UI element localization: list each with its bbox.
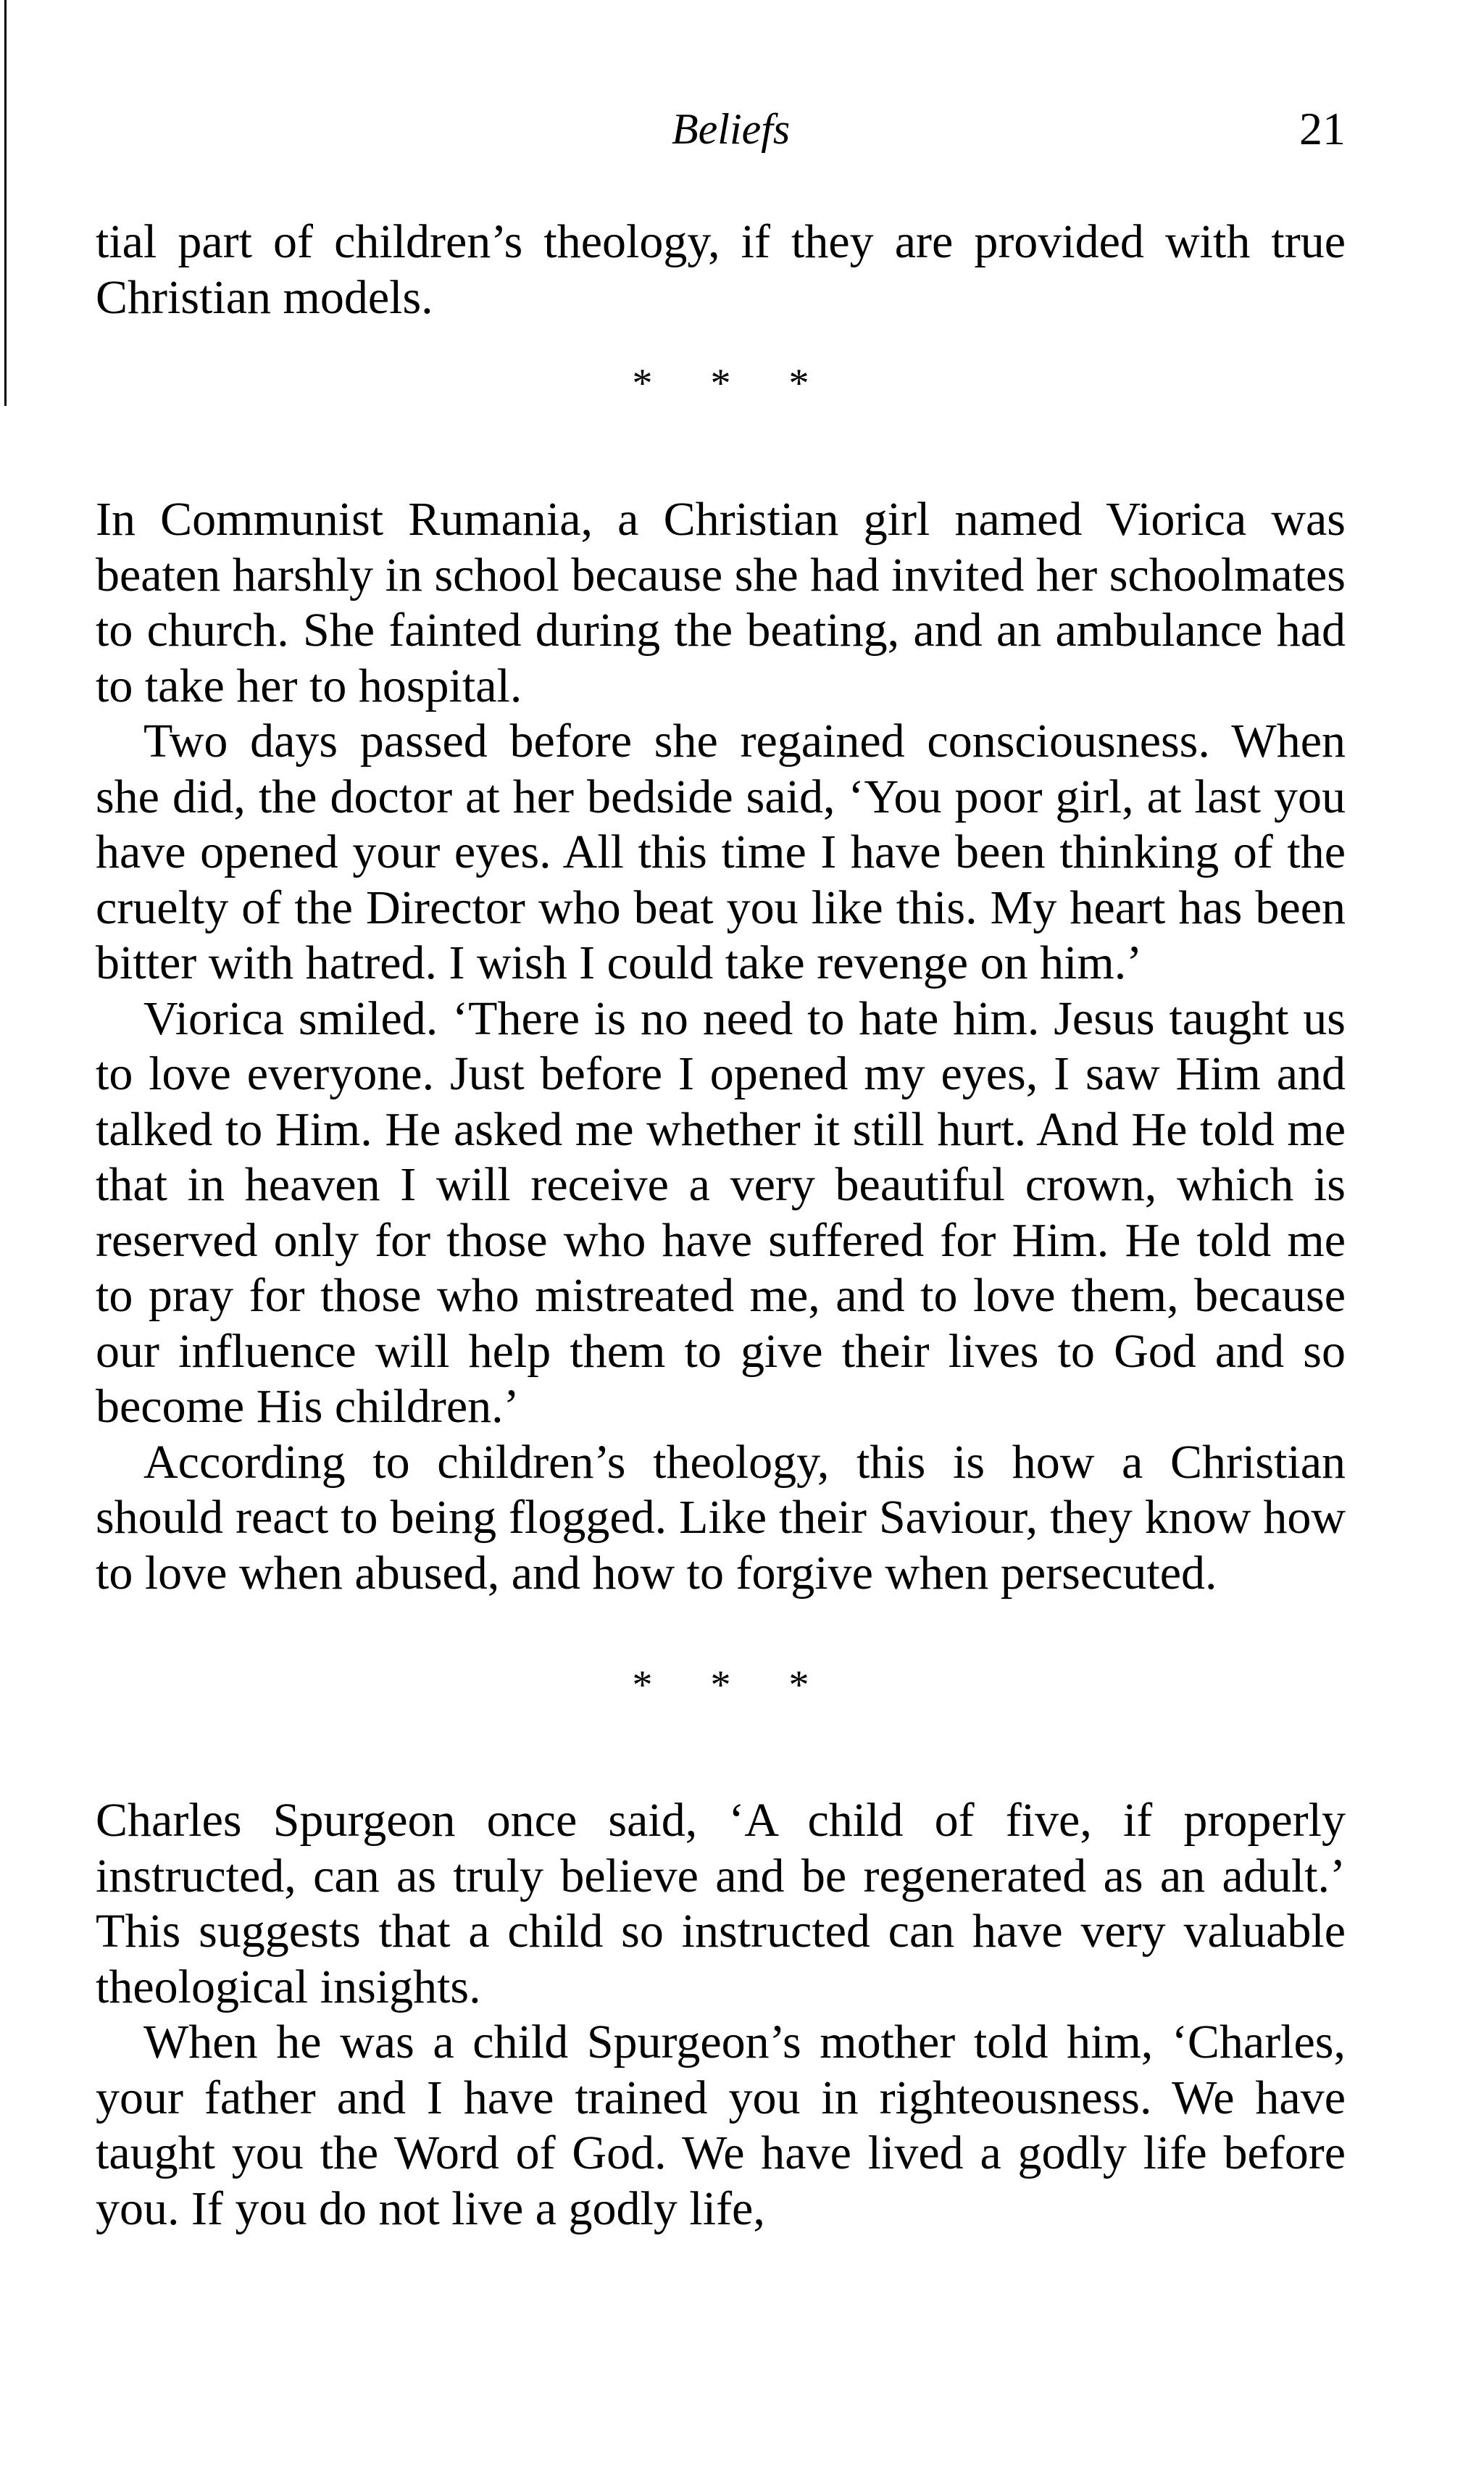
section-break-asterisk: * <box>710 361 731 406</box>
body-text <box>96 215 1346 2237</box>
page-binding-edge <box>4 0 7 406</box>
paragraph: When he was a child Spurgeon’s mother told him, ‘Charles, your father and I have trained you in righteousness. We have taught you the Word of God. We have lived a godly life before you. If you do not live a godly life, <box>96 2016 1346 2235</box>
section-break-asterisk: * <box>788 361 809 406</box>
section-break-asterisk: * <box>632 361 653 406</box>
paragraph: Viorica smiled. ‘There is no need to hate him. Jesus taught us to love everyone. Just before I opened my eyes, I saw Him and talked to Him. He asked me whether it still hurt. And He told me that in heaven I will receive a very beautiful crown, which is reserved only for those who have suffered for Him. He told me to pray for those who mistreated me, and to love them, because our influence will help them to give their lives to God and so become His children.’ <box>96 991 1346 1433</box>
section-break <box>96 325 1346 492</box>
section-break <box>96 1601 1346 1793</box>
section-break-asterisk: * <box>788 1663 809 1708</box>
paragraph: In Communist Rumania, a Christian girl named Viorica was beaten harshly in school because she had invited her schoolmates to church. She fainted during the beating, and an ambulance had to take her to hospital. <box>96 493 1346 712</box>
running-head: Beliefs <box>672 105 791 153</box>
page-number: 21 <box>1299 103 1346 154</box>
paragraph: According to children’s theology, this is how a Christian should react to being flogged. Like their Saviour, they know how to love when abused, and how to forgive when persecuted. <box>96 1435 1346 1600</box>
page-header <box>96 100 1346 158</box>
paragraph: Charles Spurgeon once said, ‘A child of five, if properly instructed, can as truly believe and be regenerated as an adult.’ This suggests that a child so instructed can have very valuable theological insights. <box>96 1794 1346 2013</box>
section-break-asterisk: * <box>632 1663 653 1708</box>
paragraph: Two days passed before she regained consciousness. When she did, the doctor at her bedside said, ‘You poor girl, at last you have opened your eyes. All this time I have been thinking of the cruelty of the Director who beat you like this. My heart has been bitter with hatred. I wish I could take revenge on him.’ <box>96 715 1346 989</box>
section-break-asterisk: * <box>710 1663 731 1708</box>
paragraph: tial part of children’s theology, if they are provided with true Christian models. <box>96 215 1346 324</box>
